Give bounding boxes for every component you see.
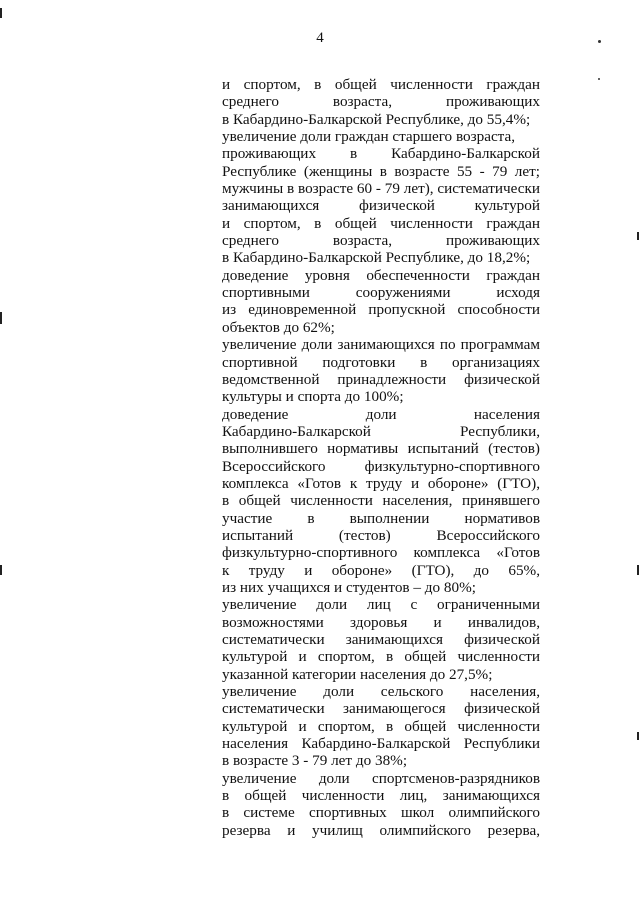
text-line: в Кабардино-Балкарской Республике, до 18,2%; xyxy=(222,249,531,267)
text-line: увеличение доли лиц с ограниченными xyxy=(222,596,540,614)
text-line: среднего возраста, проживающих xyxy=(222,93,540,111)
text-line: мужчины в возрасте 60 - 79 лет), систематически xyxy=(222,180,540,198)
text-line: Республике (женщины в возрасте 55 - 79 лет; xyxy=(222,162,540,180)
text-line: и спортом, в общей численности граждан xyxy=(222,214,540,232)
text-line: доведение доли населения xyxy=(222,405,540,423)
text-line: к труду и обороне» (ГТО), до 65%, xyxy=(222,561,540,579)
text-line: систематически занимающихся физической xyxy=(222,631,540,648)
text-line: увеличение доли занимающихся по программам xyxy=(222,336,540,354)
text-line: из единовременной пропускной способности xyxy=(222,301,540,319)
text-line: физкультурно-спортивного комплекса «Готов xyxy=(222,544,540,562)
text-line: систематически занимающегося физической xyxy=(222,700,540,718)
text-line: культурой и спортом, в общей численности xyxy=(222,648,540,666)
text-line: населения Кабардино-Балкарской Республики xyxy=(222,735,540,753)
text-line: резерва и училищ олимпийского резерва, xyxy=(222,821,540,839)
scan-edge-mark xyxy=(637,732,639,740)
scan-edge-mark xyxy=(0,565,2,575)
text-line: культурой и спортом, в общей численности xyxy=(222,717,540,735)
text-line: указанной категории населения до 27,5%; xyxy=(222,665,493,683)
text-line: в Кабардино-Балкарской Республике, до 55,4%; xyxy=(222,110,531,128)
page-number: 4 xyxy=(316,30,324,46)
text-line: спортивной подготовки в организациях xyxy=(222,353,540,371)
text-line: комплекса «Готов к труду и обороне» (ГТО), xyxy=(222,474,540,492)
text-line: проживающих в Кабардино-Балкарской xyxy=(222,145,540,163)
text-line: испытаний (тестов) Всероссийского xyxy=(222,526,540,544)
text-line: в системе спортивных школ олимпийского xyxy=(222,804,540,822)
text-line: занимающихся физической культурой xyxy=(222,197,540,215)
scan-dot xyxy=(598,78,600,80)
text-line: и спортом, в общей численности граждан xyxy=(222,76,540,93)
text-line: в возрасте 3 - 79 лет до 38%; xyxy=(222,752,408,770)
document-body xyxy=(222,76,540,839)
text-line: ведомственной принадлежности физической xyxy=(222,370,540,388)
text-line: участие в выполнении нормативов xyxy=(222,509,540,527)
text-line: увеличение доли сельского населения, xyxy=(222,683,540,701)
scan-edge-mark xyxy=(637,565,639,575)
text-line: спортивными сооружениями исходя xyxy=(222,284,540,302)
text-line: выполнившего нормативы испытаний (тестов) xyxy=(222,440,540,458)
text-line: в общей численности населения, принявшего xyxy=(222,492,540,510)
text-line: Кабардино-Балкарской Республики, xyxy=(222,422,540,440)
scan-dot xyxy=(598,40,601,43)
text-line: Всероссийского физкультурно-спортивного xyxy=(222,457,540,475)
text-line: возможностями здоровья и инвалидов, xyxy=(222,613,540,631)
scan-edge-mark xyxy=(0,8,2,18)
text-line: объектов до 62%; xyxy=(222,318,335,336)
text-line: доведение уровня обеспеченности граждан xyxy=(222,266,540,284)
scan-edge-mark xyxy=(0,312,2,324)
text-line: из них учащихся и студентов – до 80%; xyxy=(222,578,476,596)
text-line: увеличение доли спортсменов-разрядников xyxy=(222,769,540,787)
text-line: в общей численности лиц, занимающихся xyxy=(222,787,540,805)
scan-edge-mark xyxy=(637,232,639,240)
text-line: увеличение доли граждан старшего возраста, xyxy=(222,128,516,146)
text-line: среднего возраста, проживающих xyxy=(222,232,540,250)
text-line: культуры и спорта до 100%; xyxy=(222,388,404,406)
